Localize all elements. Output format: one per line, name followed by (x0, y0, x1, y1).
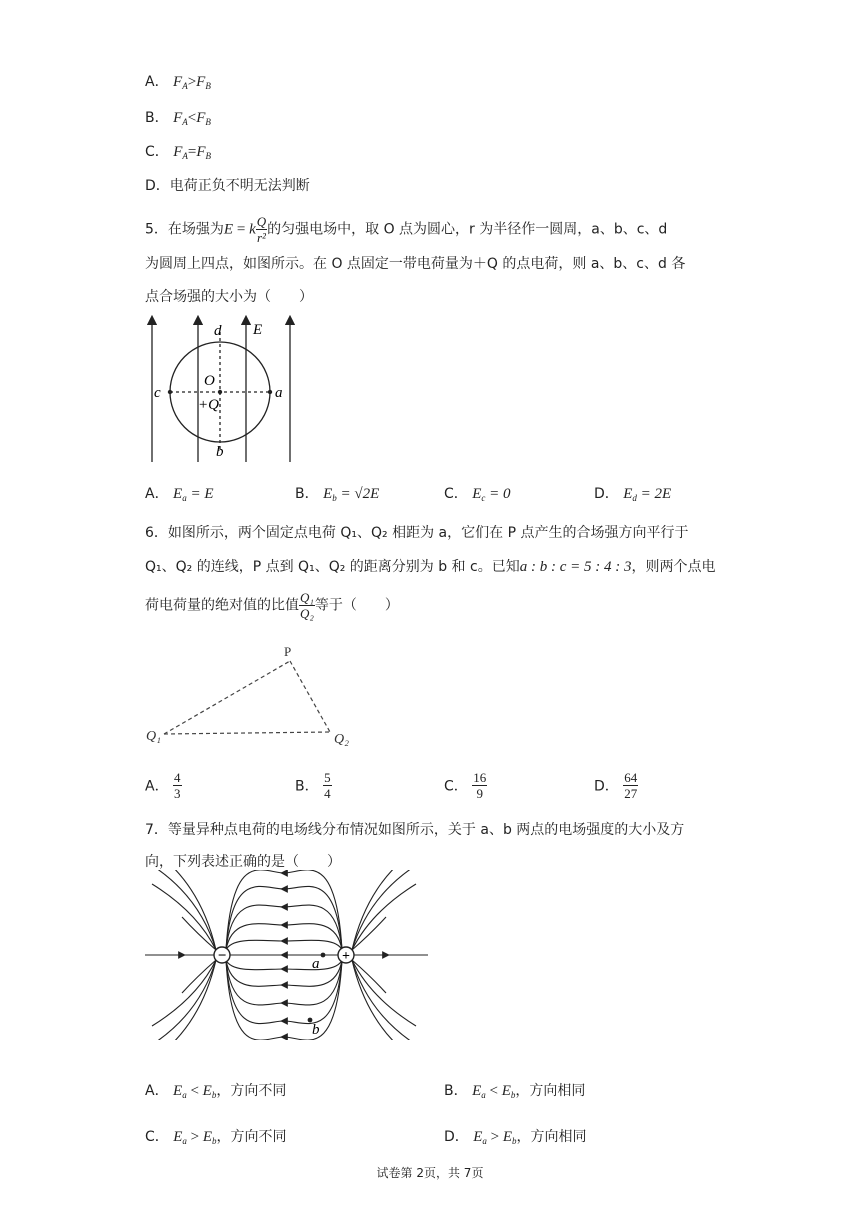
field-line (352, 960, 386, 993)
label-Q2: Q₂ (334, 732, 349, 747)
field-line (226, 905, 342, 950)
point-a (321, 953, 326, 958)
label-a: a (312, 956, 320, 972)
point-a (268, 390, 272, 394)
plus-sign: + (342, 949, 350, 964)
field-line (140, 870, 216, 950)
q5-option-c: C． $E_c = 0$ (444, 486, 511, 503)
q7-option-a: A． $E_a < E_b$，方向不同 (145, 1083, 287, 1100)
q4-option-d: D．电荷正负不明无法判断 (145, 178, 310, 194)
field-line (226, 924, 342, 950)
field-line (182, 917, 216, 950)
q6-option-c: C． $\frac{16}{9}$ (444, 770, 487, 801)
label-Q: +Q (198, 397, 219, 413)
field-line (226, 960, 342, 986)
label-Q1: Q₁ (146, 729, 161, 744)
minus-sign: − (217, 948, 227, 964)
q7-figure (140, 870, 440, 1040)
q6-stem-line1: 6．如图所示，两个固定点电荷 Q₁、Q₂ 相距为 a，它们在 P 点产生的合场强方向平行于 (145, 525, 689, 541)
label-d: d (214, 323, 222, 339)
q7-option-b: B． $E_a < E_b$，方向相同 (444, 1083, 586, 1100)
segment-q1-q2 (164, 732, 330, 734)
q5-option-b: B． $E_b = √2E$ (295, 486, 380, 503)
q6-stem-line2: Q₁、Q₂ 的连线，P 点到 Q₁、Q₂ 的距离分别为 b 和 c。已知a : b : c = 5 : 4 : 3，则两个点电 (145, 559, 716, 575)
q5-stem-line2: 为圆周上四点，如图所示。在 O 点固定一带电荷量为＋Q 的点电荷，则 a、b、c、d 各 (145, 256, 686, 272)
q5-stem-line1: 5．在场强为E = k $\frac{Q}{\text{r²}}$ 的匀强电场中，取 O 点为圆心，r 为半径作一圆周，a、b、c、d (145, 214, 668, 245)
label-E: E (253, 322, 263, 338)
field-line (226, 960, 342, 970)
q5-figure (140, 312, 310, 472)
q6-figure (140, 640, 370, 750)
q7-stem-line1: 7．等量异种点电荷的电场线分布情况如图所示，关于 a、b 两点的电场强度的大小及方 (145, 822, 685, 838)
label-c: c (154, 385, 161, 401)
q5-option-d: D． $E_d = 2E$ (594, 486, 672, 503)
field-line (352, 870, 432, 950)
field-line (352, 960, 416, 1026)
q5-option-a: A． $E_a = E$ (145, 486, 214, 503)
label-O: O (204, 373, 215, 389)
q7-option-d: D． $E_a > E_b$，方向相同 (444, 1129, 587, 1146)
field-line (182, 960, 216, 993)
field-line (226, 940, 342, 950)
label-b: b (216, 444, 224, 460)
field-line (352, 960, 432, 1040)
field-line (152, 884, 216, 950)
field-line (152, 960, 216, 1026)
q6-option-d: D． $\frac{64}{27}$ (594, 770, 638, 801)
field-line (140, 870, 216, 950)
q4-option-b: B． $F_A<F_B$ (145, 110, 211, 127)
segment-q1-p (164, 661, 290, 734)
q4-option-c: C． $F_A=F_B$ (145, 144, 212, 161)
label-a: a (275, 385, 283, 401)
point-c (168, 390, 172, 394)
q6-stem-line3: 荷电荷量的绝对值的比值 $\frac{\text{Q₁}}{\text{Q₂}}$ 等于（ ） (145, 590, 399, 621)
field-line (140, 960, 216, 1040)
q6-option-b: B． $\frac{5}{4}$ (295, 770, 331, 801)
q7-option-c: C． $E_a > E_b$，方向不同 (145, 1129, 287, 1146)
q4-option-a: A． $F_A>F_B$ (145, 74, 211, 91)
q7-stem-line2: 向，下列表述正确的是（ ） (145, 854, 341, 870)
segment-p-q2 (290, 661, 330, 732)
field-line (226, 960, 342, 1005)
label-b: b (312, 1022, 320, 1038)
field-line (352, 917, 386, 950)
q6-option-a: A． $\frac{4}{3}$ (145, 770, 181, 801)
center-point (218, 390, 222, 394)
field-line (352, 884, 416, 950)
field-line (140, 960, 216, 1040)
page-footer: 试卷第 2页，共 7页 (376, 1166, 484, 1180)
label-P: P (284, 644, 292, 659)
field-lines (140, 870, 438, 1040)
q5-stem-line3: 点合场强的大小为（ ） (145, 289, 313, 305)
